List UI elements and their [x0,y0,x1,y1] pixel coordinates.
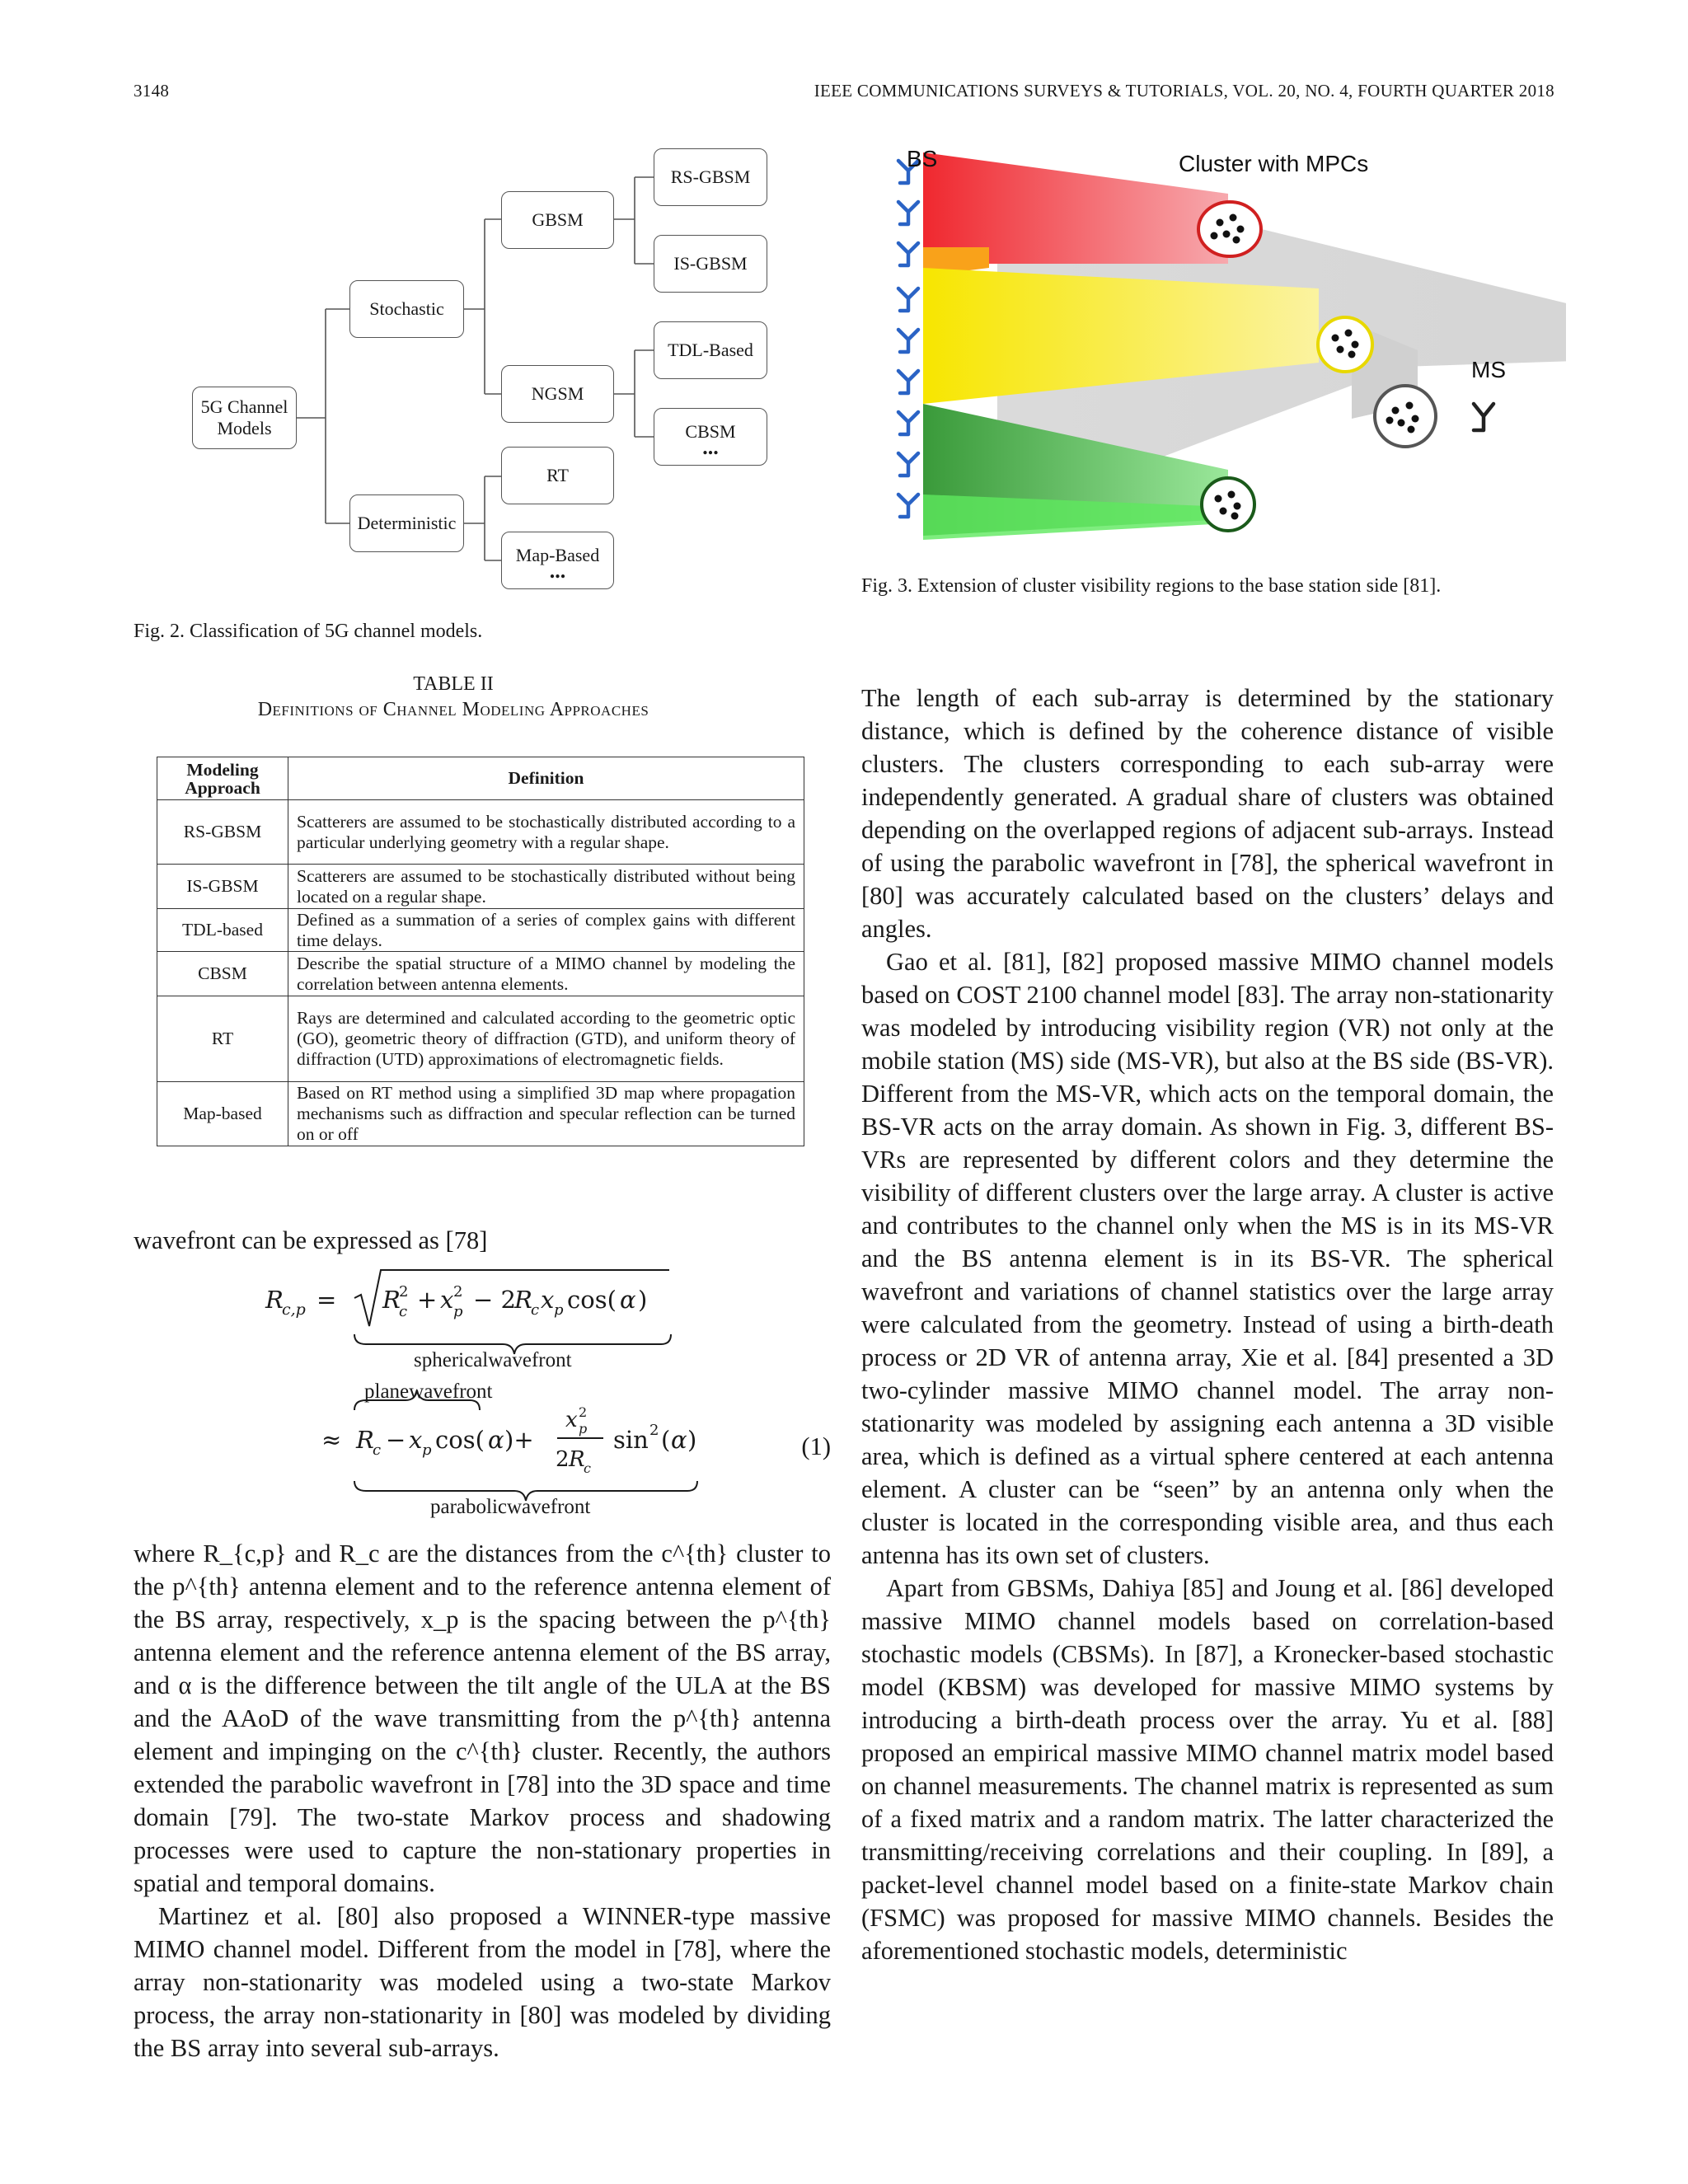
left-lead: wavefront can be expressed as [78] [134,1226,488,1254]
svg-text:+: + [417,1286,438,1314]
svg-text:α: α [488,1426,504,1454]
svg-text:=: = [316,1286,337,1314]
tree-node-root-line2: Models [217,418,272,438]
label-ms: MS [1471,357,1506,382]
left-column-body [134,1537,831,2064]
right-paragraph-1: The length of each sub-array is determined by the stationary distance, which is defined by the coherence distance of visible clusters. The clusters corresponding to each sub-array were independently generated. A gradual share of clusters was obtained depending on the overlapped regions of adjacent sub-arrays. Instead of using the parabolic wavefront in [78], the spherical wavefront in [80] was accurately calculated based on the clusters’ delays and angles. [861,684,1554,943]
tree-node-tdl-based [654,321,767,379]
tree-node-is-gbsm [654,235,767,293]
cell-definition: Scatterers are assumed to be stochastically distributed without being located on a regular shape. [288,865,804,909]
svg-text:− 2: − 2 [473,1286,516,1314]
svg-text:x: x [565,1408,578,1432]
table-row [157,952,804,996]
label-cluster-with-mpcs: Cluster with MPCs [1179,151,1369,176]
svg-text:p: p [554,1301,564,1319]
eq-label-parabolic: parabolicwavefront [430,1496,591,1518]
table-row [157,909,804,952]
tree-node-ngsm [501,365,614,423]
svg-text:R: R [514,1286,532,1314]
tree-node-map-based-label: Map-Based [515,545,600,565]
svg-text:c: c [373,1441,382,1459]
svg-text:)+: )+ [504,1426,534,1454]
tree-node-gbsm [501,191,614,249]
cell-definition: Based on RT method using a simplified 3D map where propagation mechanisms such as diffraction and specular reflection can be turned on or off [288,1082,804,1146]
tree-node-root-line1: 5G Channel [200,396,288,417]
table-row [157,996,804,1082]
tree-node-cbsm-ellipsis: ... [702,435,719,459]
svg-text:R: R [569,1447,585,1472]
bs-antenna-array [898,161,918,517]
right-column-body [861,682,1554,1967]
svg-text:2: 2 [556,1447,570,1472]
cell-approach: TDL-based [157,909,288,952]
svg-text:2: 2 [649,1422,659,1439]
cell-definition: Describe the spatial structure of a MIMO channel by modeling the correlation between antenna elements. [288,952,804,996]
svg-text:p: p [453,1303,463,1320]
cell-approach: RT [157,996,288,1082]
label-bs: BS [907,146,938,171]
left-paragraph-2: Martinez et al. [80] also proposed a WINNER-type massive MIMO channel model. Different from the model in [78], where the array non-stationarity was modeled using a two-state Markov process, the array non-stationarity in [80] was modeled by dividing the BS array into several sub-arrays. [134,1902,831,2062]
svg-text:c: c [399,1303,408,1320]
cell-definition: Scatterers are assumed to be stochastically distributed according to a particular underlying geometry with a regular shape. [288,800,804,865]
page-number: 3148 [134,81,170,101]
tree-node-stochastic [349,280,464,338]
svg-text:R: R [356,1426,374,1454]
col-header-approach: Modeling Approach [157,757,288,800]
cluster-red [1198,202,1261,256]
table-header-row [157,757,804,800]
svg-text:2: 2 [579,1404,588,1420]
tree-node-tdl-based-label: TDL-Based [668,340,753,360]
tree-node-rt-label: RT [546,465,569,485]
col-header-definition: Definition [288,757,804,800]
svg-text:sin: sin [613,1426,649,1454]
svg-text:−: − [386,1426,406,1454]
svg-text:R: R [382,1286,401,1314]
left-lead-text [134,1224,831,1257]
ms-antenna-icon [1474,404,1493,430]
svg-text:x: x [541,1286,555,1314]
right-paragraph-2: Gao et al. [81], [82] proposed massive MIMO channel models based on COST 2100 channel model [83]. The array non-stationarity was modeled by introducing visibility region (VR) not only at the mobile station (MS) side (MS-VR), but also at the BS side (BS-VR). Different from the MS-VR, which acts on the temporal domain, the BS-VR acts on the array domain. As shown in Fig. 3, different BS-VRs are represented by different colors and they determine the visibility of different clusters over the large array. A cluster is active and contributes to the channel only when the MS is in its MS-VR and the BS antenna element is in its BS-VR. The spherical wavefront and variations of channel statistics over the large array were calculated from the geometry. Instead of using a birth-death process or 2D VR of antenna array, Xie et al. [84] presented a 3D two-cylinder massive MIMO channel model. The array non-stationarity was modeled by assigning each antenna a 3D visible area, which is defined as a virtual sphere centered at each antenna element. A cluster can be “seen” by an antenna only when the cluster is located in the corresponding visible area, and thus each antenna has its own set of clusters. [861,948,1554,1569]
svg-text:): ) [687,1426,697,1454]
tree-node-map-ellipsis: ... [549,559,566,583]
cell-approach: CBSM [157,952,288,996]
tree-node-ngsm-label: NGSM [531,383,584,404]
cluster-yellow [1318,317,1372,372]
fig2-caption: Fig. 2. Classification of 5G channel models. [134,621,483,642]
table-row [157,800,804,865]
tree-node-rs-gbsm [654,148,767,206]
svg-text:c: c [584,1460,591,1476]
table-number: TABLE II [413,673,494,695]
svg-text:≈: ≈ [321,1426,342,1454]
tree-node-gbsm-label: GBSM [532,209,584,230]
tree-node-5g-channel-models [192,387,297,449]
eq-label-plane: planewavefront [364,1380,493,1403]
tree-node-stochastic-label: Stochastic [369,298,444,319]
tree-node-rt [501,447,614,504]
left-paragraph-1: where R_{c,p} and R_c are the distances from the c^{th} cluster to the p^{th} antenna element and to the reference antenna element of the BS array, respectively, x_p is the spacing between the p^{th} antenna element and the reference antenna element of the BS array, and α is the difference between the tilt angle of the ULA at the BS and the AAoD of the wave transmitting from the p^{th} antenna element and impinging on the c^{th} cluster. Recently, the authors extended the parabolic wavefront in [78] into the 3D space and time domain [79]. The two-state Markov process and shadowing processes were used to capture the non-stationary properties in spatial and temporal domains. [134,1540,831,1897]
cell-approach: IS-GBSM [157,865,288,909]
eq-number: (1) [801,1432,831,1460]
tree-node-cbsm-label: CBSM [685,421,736,442]
svg-text:R: R [265,1286,284,1314]
svg-text:c,p: c,p [282,1301,306,1319]
tree-node-deterministic-label: Deterministic [357,513,457,533]
svg-text:2: 2 [399,1283,409,1301]
svg-text:cos(: cos( [567,1286,617,1314]
cell-definition: Rays are determined and calculated according to the geometric optic (GO), geometric theory of diffraction (GTD), and uniform theory of diffraction (UTD) approximations of electromagnetic fields. [288,996,804,1082]
cell-approach: RS-GBSM [157,800,288,865]
svg-text:p: p [579,1421,588,1436]
tree-node-cbsm [654,408,767,466]
equation-1 [134,1265,831,1521]
right-paragraph-3: Apart from GBSMs, Dahiya [85] and Joung et al. [86] developed massive MIMO channel models based on correlation-based stochastic models (CBSMs). In [87], a Kronecker-based stochastic model (KBSM) was developed for massive MIMO systems by introducing a birth-death process over the array. Yu et al. [88] proposed an empirical massive MIMO channel matrix model based on channel measurements. The channel matrix is represented as sum of a fixed matrix and a random matrix. The latter characterized the transmitting/receiving correlations and their coupling. In [89], a packet-level channel model based on a finite-state Markov chain (FSMC) was proposed for massive MIMO channels. Besides the aforementioned stochastic models, deterministic [861,1574,1554,1965]
tree-node-deterministic [349,494,464,552]
svg-text:c: c [531,1301,540,1319]
table-row [157,865,804,909]
svg-text:2: 2 [453,1283,463,1301]
svg-text:): ) [638,1286,648,1314]
fig2-classification-tree [0,0,824,626]
svg-text:α: α [671,1426,687,1454]
svg-text:p: p [422,1441,432,1459]
tree-node-rs-gbsm-label: RS-GBSM [670,166,751,187]
tree-node-map-based [501,532,614,589]
cell-approach: Map-based [157,1082,288,1146]
cell-definition: Defined as a summation of a series of complex gains with different time delays. [288,909,804,952]
fig3-caption: Fig. 3. Extension of cluster visibility regions to the base station side [81]. [861,575,1442,597]
svg-text:x: x [440,1286,454,1314]
svg-text:x: x [409,1426,423,1454]
fig3-diagram [890,132,1566,560]
cluster-ms [1375,386,1436,447]
table-row [157,1082,804,1146]
svg-text:cos(: cos( [435,1426,485,1454]
definitions-table [157,757,804,1146]
svg-text:(: ( [661,1426,671,1454]
table-title: Definitions of Channel Modeling Approaches [257,699,649,720]
journal-header: IEEE COMMUNICATIONS SURVEYS & TUTORIALS, VOL. 20, NO. 4, FOURTH QUARTER 2018 [814,81,1554,101]
tree-node-is-gbsm-label: IS-GBSM [673,253,748,274]
eq-label-spherical: sphericalwavefront [414,1349,572,1371]
cluster-green [1202,478,1254,531]
fig3-cluster-visibility [890,132,1566,560]
svg-text:α: α [620,1286,636,1314]
